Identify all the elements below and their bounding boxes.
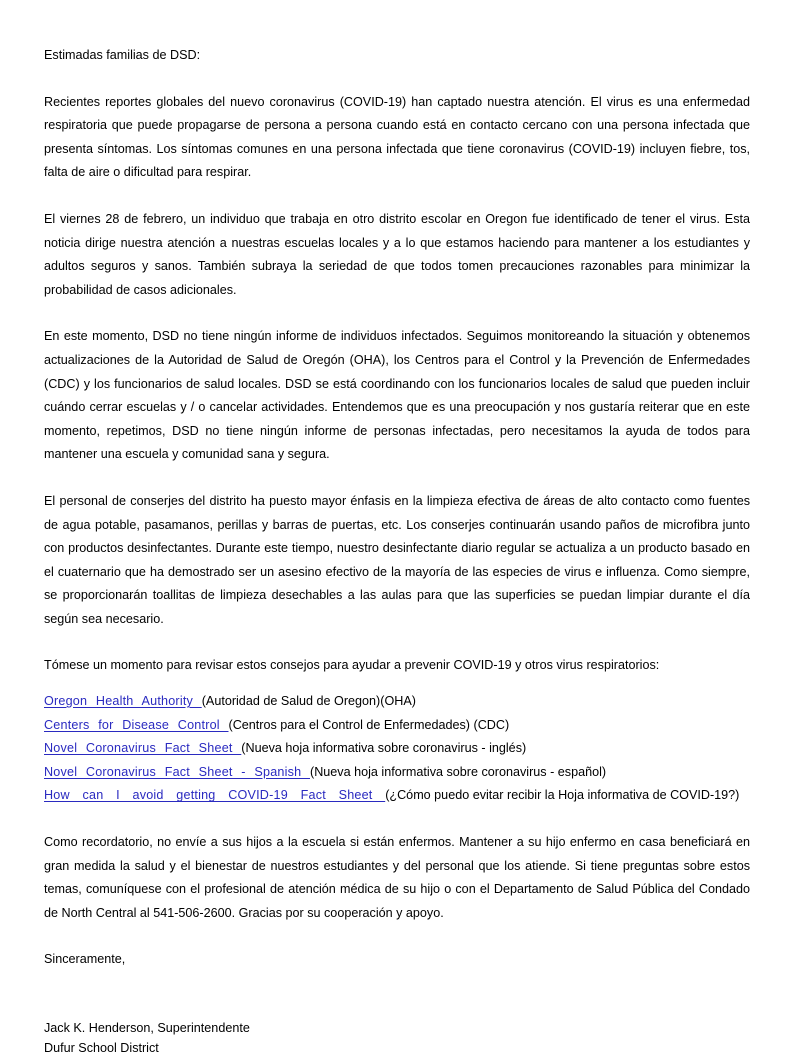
signature-spacer <box>44 972 750 1018</box>
spacer <box>44 68 750 91</box>
paragraph-closing-reminder: Como recordatorio, no envíe a sus hijos a la escuela si están enfermos. Mantener a su hijo enfermo en casa beneficiará en gran medida la salud y el bienestar de nuestros estudiantes y del personal que los atiende. Si tiene preguntas sobre estos temas, comuníquese con el profesional de atención médica de su hijo o con el Departamento de Salud Pública del Condado de North Central al 541-506-2600. Gracias por su cooperación y apoyo. <box>44 835 750 920</box>
list-item <box>44 690 750 714</box>
signature-organization: Dufur School District <box>44 1041 159 1055</box>
spacer <box>44 925 750 948</box>
spacer <box>44 808 750 831</box>
link-note: (Centros para el Control de Enfermedades) (CDC) <box>228 717 510 732</box>
spacer <box>44 631 750 654</box>
spacer <box>44 185 750 208</box>
link-note: (¿Cómo puedo evitar recibir la Hoja informativa de COVID-19?) <box>385 788 740 803</box>
list-item <box>44 784 750 808</box>
link-novel-coronavirus-fact-sheet[interactable]: Novel Coronavirus Fact Sheet <box>44 741 242 756</box>
paragraph-district-status: En este momento, DSD no tiene ningún informe de individuos infectados. Seguimos monitoreando la situación y obtenemos actualizaciones de la Autoridad de Salud de Oregón (OHA), los Centros para el Control y la Prevención de Enfermedades (CDC) y los funcionarios de salud locales. DSD se está coordinando con los funcionarios locales de salud que pueden incluir cuándo cerrar escuelas y / o cancelar actividades. Entendemos que es una preocupación y nos gustaría reiterar que en este momento, repetimos, DSD no tiene ningún informe de personas infectadas, pero necesitamos la ayuda de todos para mantener una escuela y comunidad sana y segura. <box>44 329 750 462</box>
links-intro: Tómese un momento para revisar estos consejos para ayudar a prevenir COVID-19 y otros virus respiratorios: <box>44 658 660 673</box>
paragraph-oregon-case: El viernes 28 de febrero, un individuo que trabaja en otro distrito escolar en Oregon fue identificado de tener el virus. Esta noticia dirige nuestra atención a nuestras escuelas locales y a lo que estamos haciendo para mantener a los estudiantes y adultos seguros y sanos. También subraya la seriedad de que todos tomen precauciones razonables para minimizar la probabilidad de casos adicionales. <box>44 211 750 297</box>
link-novel-coronavirus-fact-sheet-spanish[interactable]: Novel Coronavirus Fact Sheet - Spanish <box>44 764 310 779</box>
link-how-can-i-avoid-getting-covid19-fact-sheet[interactable]: How can I avoid getting COVID-19 Fact Sheet <box>44 788 386 803</box>
link-note: (Autoridad de Salud de Oregon)(OHA) <box>201 694 416 709</box>
spacer <box>44 302 750 325</box>
letter-body <box>44 44 750 1058</box>
link-note: (Nueva hoja informativa sobre coronavirus - inglés) <box>241 741 527 756</box>
list-item <box>44 714 750 738</box>
list-item <box>44 761 750 785</box>
spacer <box>44 678 750 690</box>
sign-off: Sinceramente, <box>44 952 126 967</box>
link-oregon-health-authority[interactable]: Oregon Health Authority <box>44 694 202 709</box>
link-centers-for-disease-control[interactable]: Centers for Disease Control <box>44 717 229 732</box>
salutation: Estimadas familias de DSD: <box>44 48 201 62</box>
resource-links-list <box>44 690 750 808</box>
paragraph-cleaning: El personal de conserjes del distrito ha puesto mayor énfasis en la limpieza efectiva de áreas de alto contacto como fuentes de agua potable, pasamanos, perillas y barras de puertas, etc. Los conserjes continuarán usando paños de microfibra junto con productos desinfectantes. Durante este tiempo, nuestro desinfectante diario regular se actualiza a un producto basado en el cuaternario que ha demostrado ser un asesino efectivo de la mayoría de las especies de virus e influenza. Como siempre, se proporcionarán toallitas de limpieza desechables a las aulas para que las superficies se puedan limpiar durante el día según sea necesario. <box>44 493 750 626</box>
spacer <box>44 467 750 490</box>
signature-name: Jack K. Henderson, Superintendente <box>44 1021 250 1035</box>
link-note: (Nueva hoja informativa sobre coronavirus - español) <box>310 764 607 779</box>
list-item <box>44 737 750 761</box>
paragraph-intro: Recientes reportes globales del nuevo coronavirus (COVID-19) han captado nuestra atención. El virus es una enfermedad respiratoria que puede propagarse de persona a persona cuando está en contacto cercano con una persona infectada que presenta síntomas. Los síntomas comunes en una persona infectada que tiene coronavirus (COVID-19) incluyen fiebre, tos, falta de aire o dificultad para respirar. <box>44 94 750 180</box>
